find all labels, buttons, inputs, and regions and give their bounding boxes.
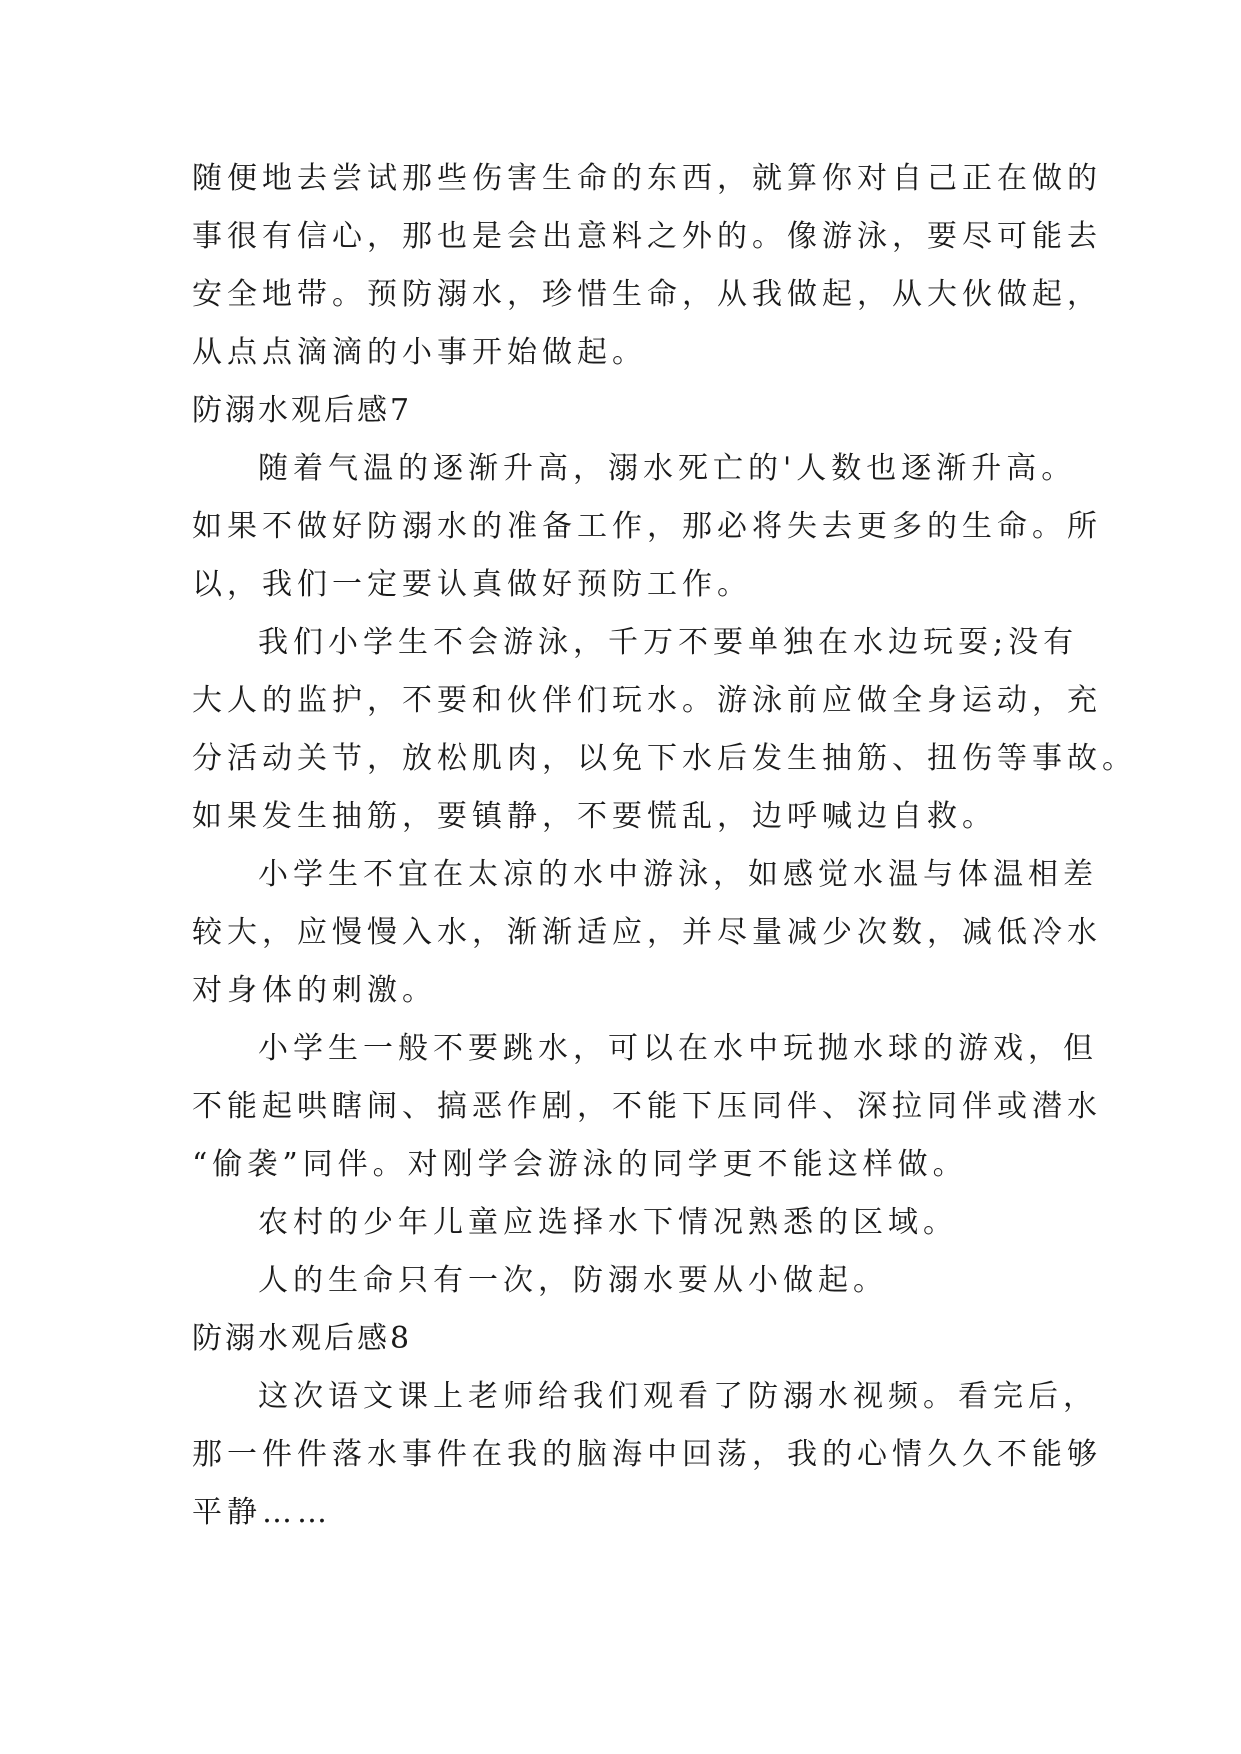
paragraph-first-line: 我们小学生不会游泳，千万不要单独在水边玩耍;没有 [258, 625, 1079, 660]
section-heading: 防溺水观后感7 [192, 393, 413, 428]
body-text-line: “偷袭”同伴。对刚学会游泳的同学更不能这样做。 [192, 1147, 968, 1182]
section-heading: 防溺水观后感8 [192, 1321, 413, 1356]
paragraph-first-line: 小学生不宜在太凉的水中游泳，如感觉水温与体温相差 [258, 857, 1098, 892]
body-text-line: 随便地去尝试那些伤害生命的东西，就算你对自己正在做的 [192, 161, 1102, 196]
body-text-line: 大人的监护，不要和伙伴们玩水。游泳前应做全身运动，充 [192, 683, 1102, 718]
body-text-line: 如果发生抽筋，要镇静，不要慌乱，边呼喊边自救。 [192, 799, 997, 834]
body-text-line: 分活动关节，放松肌肉，以免下水后发生抽筋、扭伤等事故。 [192, 741, 1137, 776]
body-text-line: 从点点滴滴的小事开始做起。 [192, 335, 647, 370]
body-text-line: 如果不做好防溺水的准备工作，那必将失去更多的生命。所 [192, 509, 1102, 544]
paragraph-first-line: 随着气温的逐渐升高，溺水死亡的'人数也逐渐升高。 [258, 451, 1077, 486]
paragraph-first-line: 人的生命只有一次，防溺水要从小做起。 [258, 1263, 888, 1298]
body-text-line: 事很有信心，那也是会出意料之外的。像游泳，要尽可能去 [192, 219, 1102, 254]
body-text-line: 那一件件落水事件在我的脑海中回荡，我的心情久久不能够 [192, 1437, 1102, 1472]
document-body [192, 150, 1137, 1542]
paragraph-first-line: 这次语文课上老师给我们观看了防溺水视频。看完后， [258, 1379, 1098, 1414]
body-text-line: 安全地带。预防溺水，珍惜生命，从我做起，从大伙做起， [192, 277, 1102, 312]
body-text-line: 不能起哄瞎闹、搞恶作剧，不能下压同伴、深拉同伴或潜水 [192, 1089, 1102, 1124]
body-text-line: 对身体的刺激。 [192, 973, 437, 1008]
paragraph-first-line: 农村的少年儿童应选择水下情况熟悉的区域。 [258, 1205, 958, 1240]
body-text-line: 平静…… [192, 1495, 332, 1530]
body-text-line: 较大，应慢慢入水，渐渐适应，并尽量减少次数，减低冷水 [192, 915, 1102, 950]
body-text-line: 以，我们一定要认真做好预防工作。 [192, 567, 752, 602]
paragraph-first-line: 小学生一般不要跳水，可以在水中玩抛水球的游戏，但 [258, 1031, 1098, 1066]
